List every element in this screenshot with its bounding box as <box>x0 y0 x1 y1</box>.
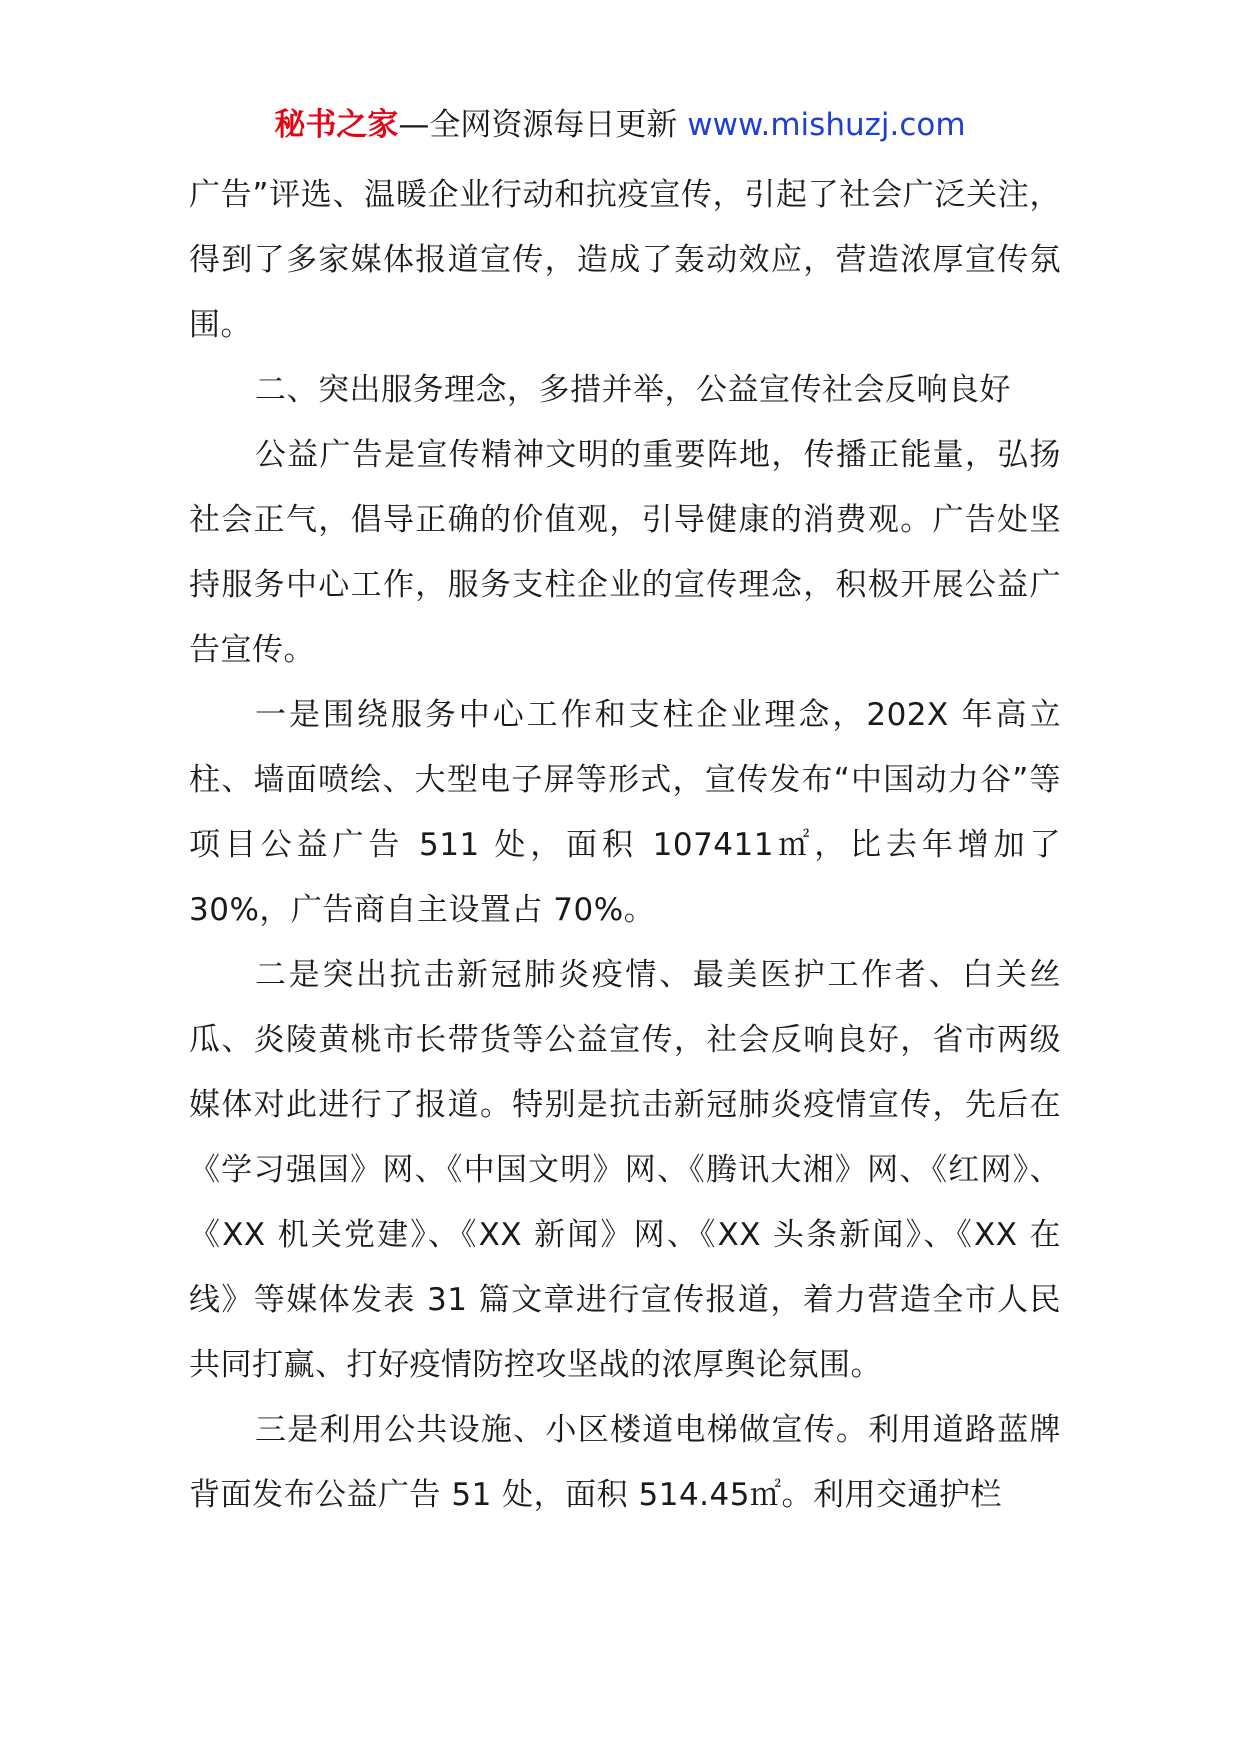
paragraph-intro: 公益广告是宣传精神文明的重要阵地，传播正能量，弘扬社会正气，倡导正确的价值观，引导健康的消费观。广告处坚持服务中心工作，服务支柱企业的宣传理念，积极开展公益广告宣传。 <box>189 437 1061 668</box>
paragraph-point-one: 一是围绕服务中心工作和支柱企业理念，202X 年高立柱、墙面喷绘、大型电子屏等形式，宣传发布“中国动力谷”等项目公益广告 511 处，面积 107411㎡，比去年增加了 30%，广告商自主设置占 70%。 <box>189 697 1061 928</box>
paragraph-point-two: 二是突出抗击新冠肺炎疫情、最美医护工作者、白关丝瓜、炎陵黄桃市长带货等公益宣传，社会反响良好，省市两级媒体对此进行了报道。特别是抗击新冠肺炎疫情宣传，先后在《学习强国》网、《中国文明》网、《腾讯大湘》网、《红网》、《XX 机关党建》、《XX 新闻》网、《XX 头条新闻》、《XX 在线》等媒体发表 31 篇文章进行宣传报道，着力营造全市人民共同打赢、打好疫情防控攻坚战的浓厚舆论氛围。 <box>189 957 1061 1383</box>
site-header <box>0 100 1240 150</box>
document-body <box>189 163 1061 1528</box>
paragraph-continuation: 广告”评选、温暖企业行动和抗疫宣传，引起了社会广泛关注，得到了多家媒体报道宣传，造成了轰动效应，营造浓厚宣传氛围。 <box>189 177 1061 343</box>
header-tagline: —全网资源每日更新 <box>398 107 688 143</box>
brand-name: 秘书之家 <box>274 107 399 143</box>
paragraph-point-three: 三是利用公共设施、小区楼道电梯做宣传。利用道路蓝牌背面发布公益广告 51 处，面积 514.45㎡。利用交通护栏 <box>189 1412 1061 1513</box>
site-url-link[interactable]: www.mishuzj.com <box>687 107 966 143</box>
section-heading: 二、突出服务理念，多措并举，公益宣传社会反响良好 <box>255 372 1011 408</box>
